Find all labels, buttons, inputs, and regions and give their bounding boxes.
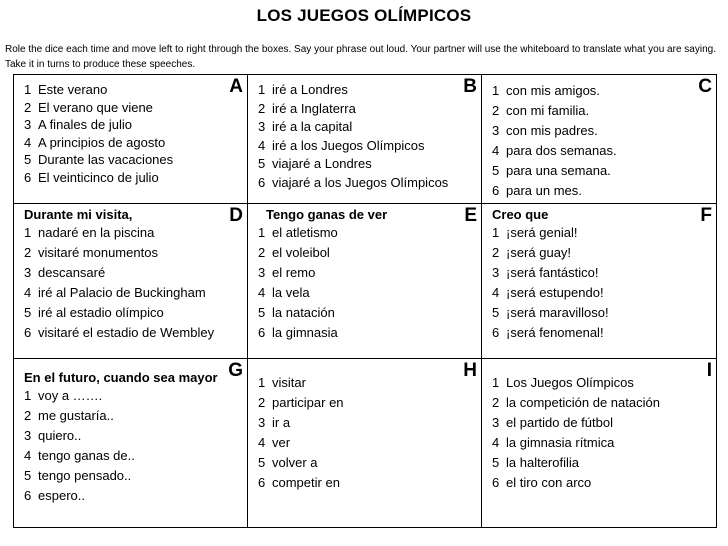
option-text: iré al Palacio de Buckingham <box>38 285 206 300</box>
option-number: 4 <box>258 435 266 450</box>
option-text: para dos semanas. <box>506 143 617 158</box>
option-text: con mis padres. <box>506 123 598 138</box>
phrase-option <box>24 223 243 243</box>
phrase-option <box>258 393 477 413</box>
phrase-option <box>24 116 243 134</box>
option-number: 4 <box>492 435 500 450</box>
box-letter: B <box>463 76 477 97</box>
phrase-option <box>258 473 477 493</box>
phrase-option <box>258 223 477 243</box>
option-text: descansaré <box>38 265 106 280</box>
option-number: 3 <box>492 265 500 280</box>
phrase-option <box>258 323 477 343</box>
option-text: ¡será maravilloso! <box>506 305 609 320</box>
option-number: 5 <box>24 152 32 167</box>
option-text: tengo pensado.. <box>38 468 132 483</box>
option-number: 1 <box>258 375 266 390</box>
option-number: 3 <box>258 265 266 280</box>
option-number: 4 <box>258 285 266 300</box>
option-text: iré al estadio olímpico <box>38 305 164 320</box>
option-text: iré a los Juegos Olímpicos <box>272 137 425 153</box>
option-text: para un mes. <box>506 183 582 198</box>
cell-a <box>14 75 248 204</box>
phrase-option <box>492 223 712 243</box>
phrase-option <box>492 393 712 413</box>
phrase-option <box>258 263 477 283</box>
phrase-option <box>492 373 712 393</box>
option-text: A principios de agosto <box>38 134 166 150</box>
option-number: 6 <box>258 174 266 190</box>
phrase-option <box>24 283 243 303</box>
option-text: voy a ……. <box>38 388 103 403</box>
option-text: El veinticinco de julio <box>38 169 159 185</box>
box-letter: D <box>229 205 243 226</box>
option-number: 4 <box>258 137 266 153</box>
phrase-option <box>492 263 712 283</box>
option-text: el atletismo <box>272 225 338 240</box>
box-heading: Creo que <box>492 207 549 222</box>
option-number: 5 <box>258 156 266 171</box>
box-heading: Durante mi visita, <box>24 207 133 222</box>
phrase-option <box>492 453 712 473</box>
option-number: 2 <box>492 395 500 410</box>
option-text: con mis amigos. <box>506 83 600 98</box>
option-text: quiero.. <box>38 428 82 443</box>
phrase-option <box>492 161 712 181</box>
option-number: 6 <box>24 325 32 340</box>
option-text: competir en <box>272 475 340 490</box>
option-number: 5 <box>492 163 500 178</box>
option-number: 3 <box>492 123 500 138</box>
option-text: me gustaría.. <box>38 408 114 423</box>
option-number: 3 <box>492 415 500 430</box>
option-text: ¡será fantástico! <box>506 265 599 280</box>
phrase-option <box>492 413 712 433</box>
option-text: ver <box>272 435 291 450</box>
option-number: 2 <box>492 245 500 260</box>
option-text: la vela <box>272 285 310 300</box>
phrase-option <box>492 283 712 303</box>
cell-g <box>14 359 248 528</box>
phrase-option <box>492 473 712 493</box>
option-text: iré a la capital <box>272 119 353 134</box>
option-number: 2 <box>258 245 266 260</box>
phrase-option <box>492 101 712 121</box>
option-text: el tiro con arco <box>506 475 592 490</box>
phrase-option <box>492 303 712 323</box>
option-text: la gimnasia rítmica <box>506 435 615 450</box>
option-text: con mi familia. <box>506 103 590 118</box>
box-letter: F <box>700 205 712 226</box>
phrase-option <box>258 174 477 193</box>
phrase-option <box>258 453 477 473</box>
option-number: 6 <box>24 169 32 185</box>
option-text: visitaré monumentos <box>38 245 158 260</box>
option-number: 2 <box>24 408 32 423</box>
box-letter: I <box>706 360 712 381</box>
option-text: iré a Inglaterra <box>272 100 356 116</box>
cell-b <box>248 75 482 204</box>
option-number: 1 <box>258 82 266 97</box>
option-text: Durante las vacaciones <box>38 152 174 167</box>
phrase-option <box>24 151 243 169</box>
option-text: iré a Londres <box>272 82 348 97</box>
box-letter: H <box>463 360 477 381</box>
option-number: 3 <box>24 265 32 280</box>
phrase-option <box>492 243 712 263</box>
phrase-option <box>258 118 477 137</box>
phrase-option <box>258 283 477 303</box>
phrase-option <box>492 323 712 343</box>
option-number: 4 <box>492 143 500 158</box>
option-text: ir a <box>272 415 291 430</box>
phrase-option <box>258 243 477 263</box>
option-text: El verano que viene <box>38 99 153 115</box>
phrase-option <box>24 243 243 263</box>
phrase-option <box>258 373 477 393</box>
option-text: ¡será estupendo! <box>506 285 604 300</box>
option-number: 5 <box>258 305 266 320</box>
option-number: 5 <box>24 305 32 320</box>
option-text: la gimnasia <box>272 325 338 340</box>
phrase-option <box>24 169 243 187</box>
option-number: 3 <box>258 415 266 430</box>
phrase-option <box>24 81 243 99</box>
option-text: la halterofilia <box>506 455 579 470</box>
option-number: 4 <box>492 285 500 300</box>
option-number: 4 <box>24 134 32 150</box>
phrase-option <box>258 413 477 433</box>
option-number: 6 <box>492 475 500 490</box>
option-number: 4 <box>24 285 32 300</box>
phrase-option <box>24 466 243 486</box>
option-number: 2 <box>258 100 266 116</box>
option-text: nadaré en la piscina <box>38 225 155 240</box>
option-number: 5 <box>258 455 266 470</box>
phrase-option <box>24 386 243 406</box>
page-title: LOS JUEGOS OLÍMPICOS <box>256 6 472 25</box>
phrase-option <box>258 155 477 174</box>
option-text: Este verano <box>38 82 108 97</box>
option-text: tengo ganas de.. <box>38 448 135 463</box>
phrase-option <box>258 433 477 453</box>
option-number: 2 <box>24 99 32 115</box>
box-letter: A <box>229 76 243 97</box>
phrase-option <box>492 433 712 453</box>
option-number: 1 <box>24 82 32 97</box>
option-text: viajaré a los Juegos Olímpicos <box>272 174 449 190</box>
phrase-grid <box>13 74 717 528</box>
box-heading: Tengo ganas de ver <box>266 207 388 222</box>
option-number: 6 <box>492 183 500 198</box>
phrase-option <box>492 121 712 141</box>
option-text: la competición de natación <box>506 395 660 410</box>
phrase-option <box>24 263 243 283</box>
phrase-option <box>24 323 243 343</box>
phrase-option <box>24 303 243 323</box>
option-text: A finales de julio <box>38 117 132 132</box>
option-text: ¡será fenomenal! <box>506 325 604 340</box>
phrase-option <box>492 81 712 101</box>
option-text: la natación <box>272 305 335 320</box>
box-letter: G <box>228 360 243 381</box>
phrase-option <box>258 81 477 100</box>
option-number: 1 <box>24 225 32 240</box>
option-number: 6 <box>24 488 32 503</box>
option-number: 3 <box>24 428 32 443</box>
phrase-option <box>24 134 243 152</box>
option-text: viajaré a Londres <box>272 156 372 171</box>
phrase-option <box>258 303 477 323</box>
phrase-option <box>258 137 477 156</box>
phrase-option <box>258 100 477 119</box>
cell-e <box>248 204 482 359</box>
option-text: para una semana. <box>506 163 611 178</box>
option-number: 1 <box>492 375 500 390</box>
option-text: espero.. <box>38 488 85 503</box>
phrase-option <box>492 141 712 161</box>
option-number: 3 <box>258 119 266 134</box>
option-number: 3 <box>24 117 32 132</box>
phrase-option <box>24 406 243 426</box>
option-text: Los Juegos Olímpicos <box>506 375 634 390</box>
box-letter: E <box>464 205 477 226</box>
phrase-option <box>24 426 243 446</box>
phrase-option <box>24 446 243 466</box>
box-heading: En el futuro, cuando sea mayor <box>24 370 218 385</box>
cell-h <box>248 359 482 528</box>
option-number: 5 <box>492 455 500 470</box>
phrase-option <box>492 181 712 201</box>
phrase-option <box>24 99 243 117</box>
option-text: ¡será genial! <box>506 225 578 240</box>
cell-c <box>482 75 717 204</box>
option-text: visitar <box>272 375 306 390</box>
phrase-option <box>24 486 243 506</box>
option-text: el remo <box>272 265 316 280</box>
cell-f <box>482 204 717 359</box>
option-number: 6 <box>492 325 500 340</box>
option-number: 1 <box>492 225 500 240</box>
option-number: 1 <box>258 225 266 240</box>
cell-i <box>482 359 717 528</box>
option-number: 5 <box>492 305 500 320</box>
option-text: el partido de fútbol <box>506 415 613 430</box>
cell-d <box>14 204 248 359</box>
option-text: participar en <box>272 395 344 410</box>
option-number: 1 <box>492 83 500 98</box>
option-number: 1 <box>24 388 32 403</box>
option-number: 6 <box>258 475 266 490</box>
option-text: el voleibol <box>272 245 330 260</box>
option-number: 4 <box>24 448 32 463</box>
option-number: 5 <box>24 468 32 483</box>
option-number: 6 <box>258 325 266 340</box>
option-text: volver a <box>272 455 318 470</box>
option-number: 2 <box>258 395 266 410</box>
box-letter: C <box>698 76 712 97</box>
option-number: 2 <box>24 245 32 260</box>
option-text: ¡será guay! <box>506 245 572 260</box>
option-number: 2 <box>492 103 500 118</box>
instructions: Role the dice each time and move left to right through the boxes. Say your phrase out loud. Your partner will use the whiteboard to translate what you are saying. Take it in turns to produce these speeches. <box>5 44 716 70</box>
option-text: visitaré el estadio de Wembley <box>38 325 215 340</box>
